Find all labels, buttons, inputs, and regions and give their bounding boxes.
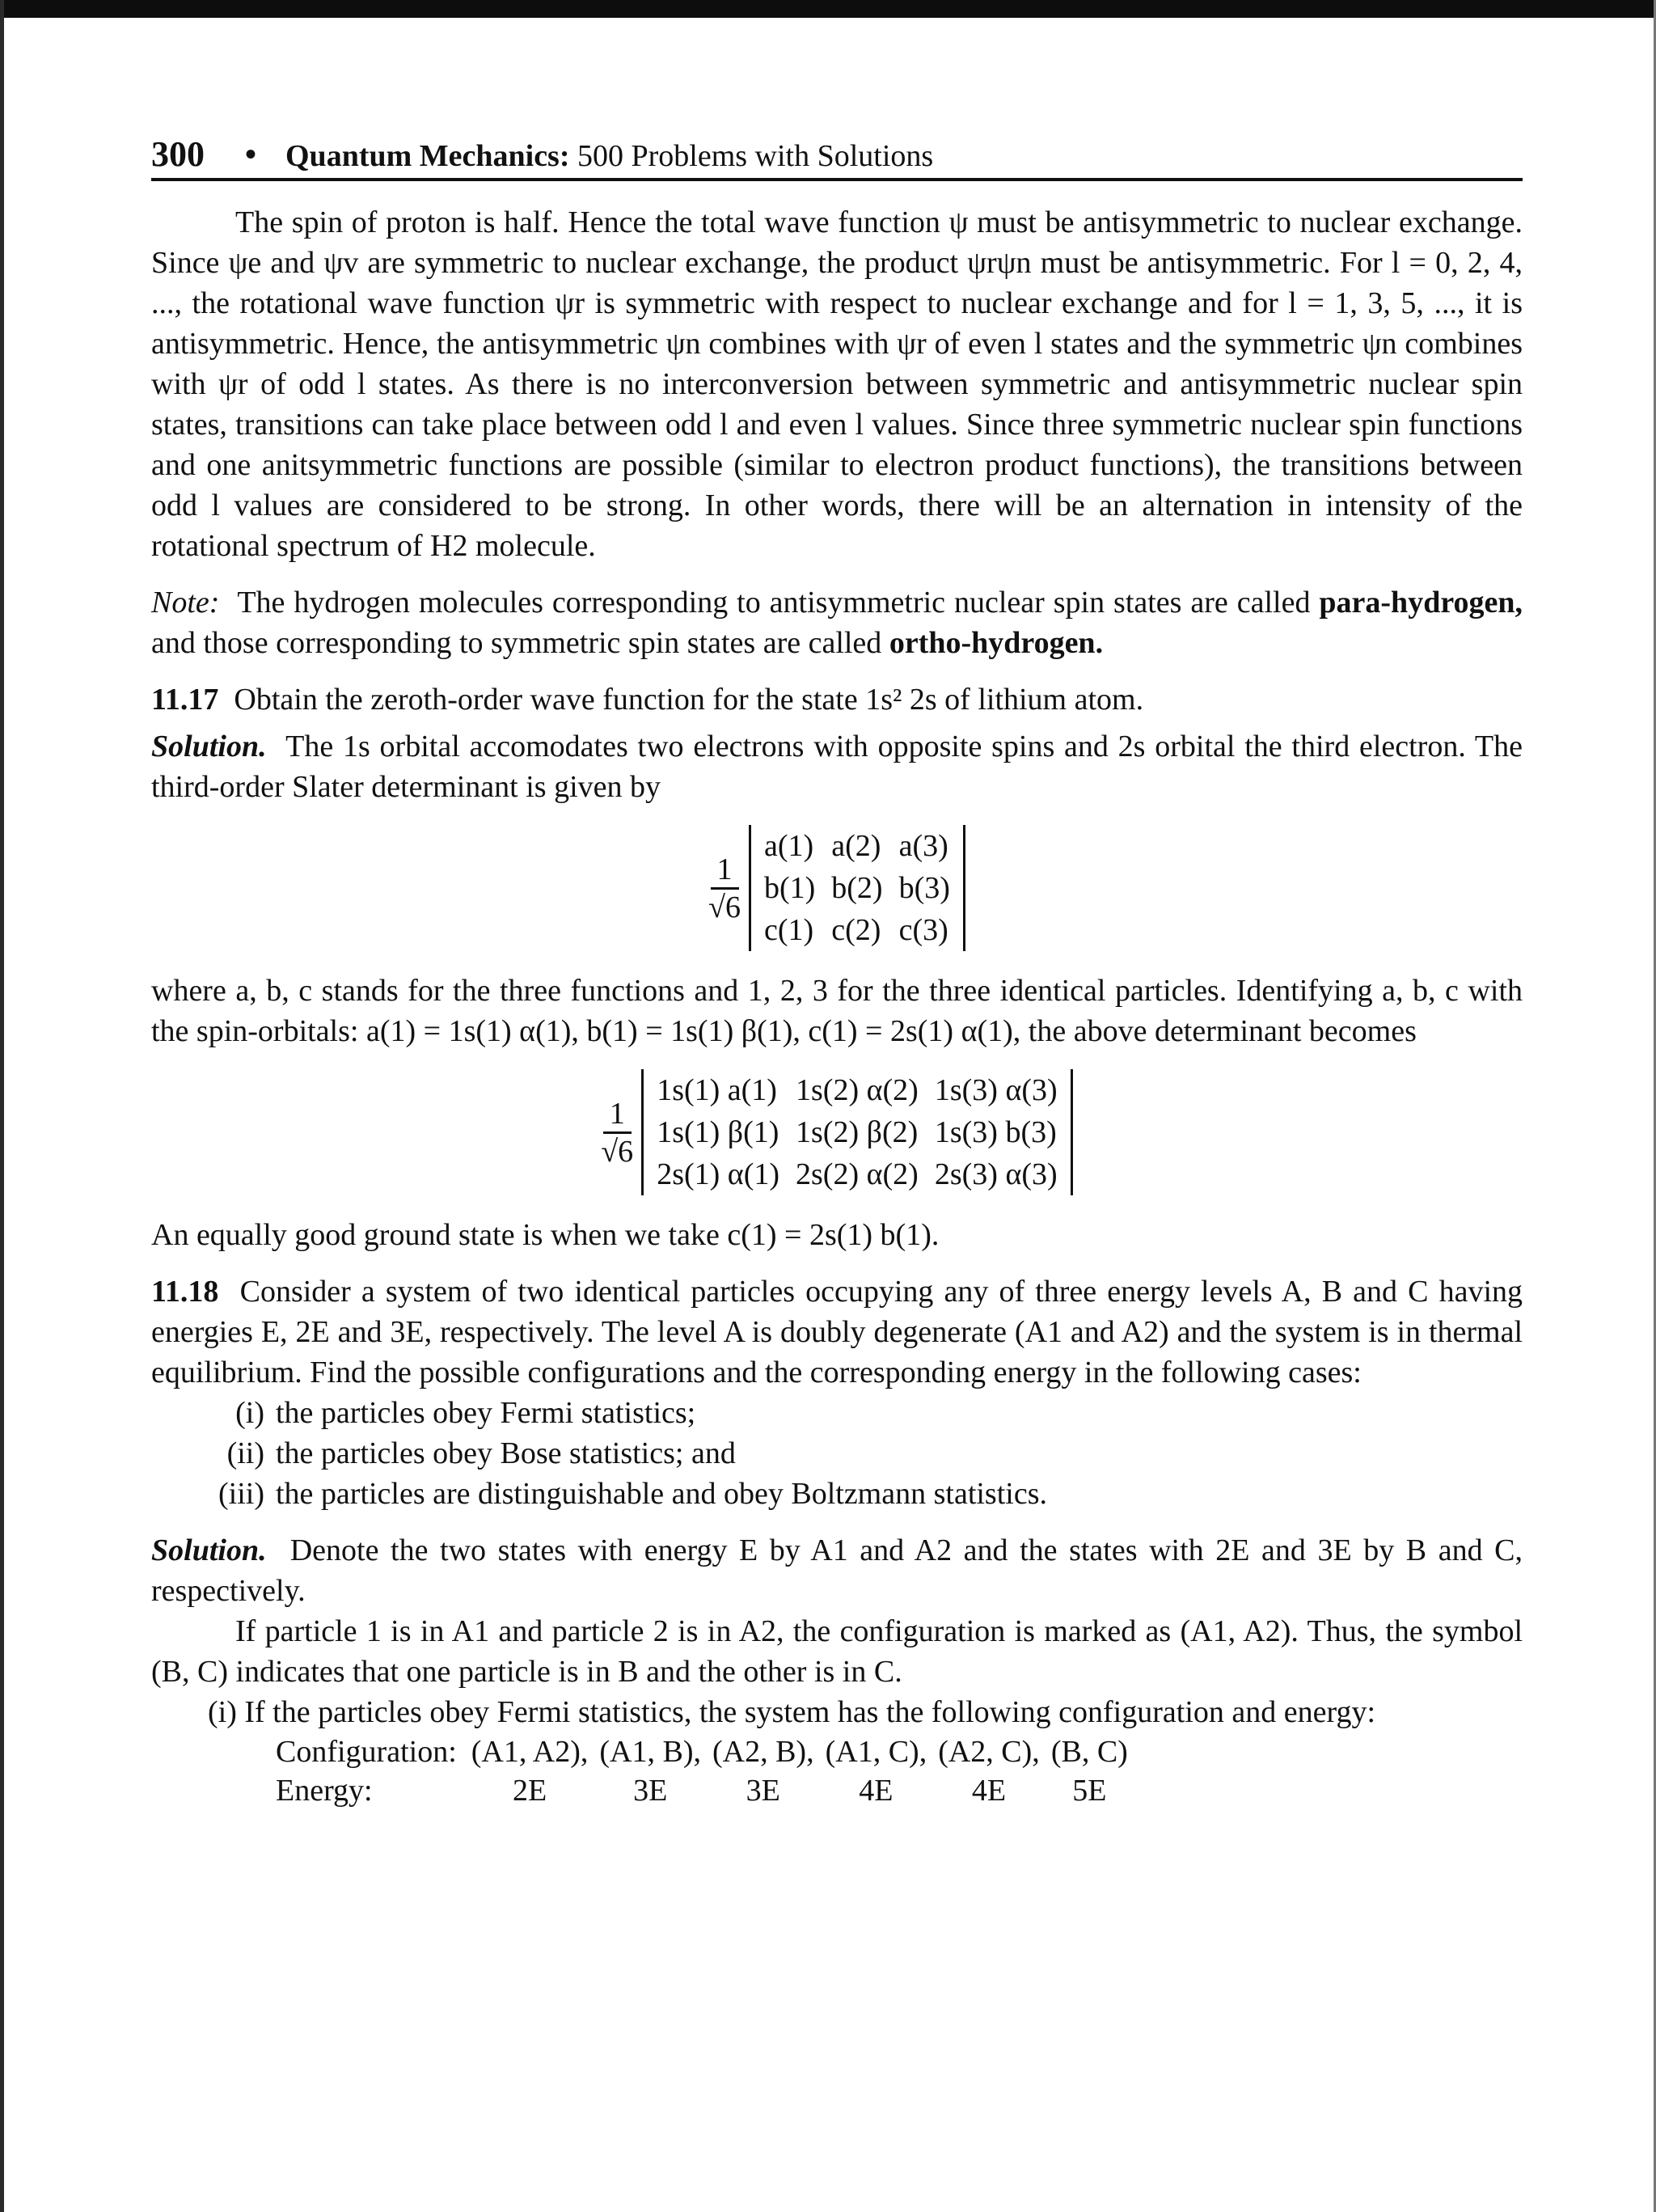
determinant-matrix	[641, 1069, 1072, 1195]
table-row	[276, 1771, 1139, 1810]
table-cell: (A2, B),	[712, 1735, 814, 1769]
page-number: 300	[151, 134, 205, 174]
running-header	[151, 121, 1523, 181]
fermi-paragraph: (i) If the particles obey Fermi statistics, the system has the following configuration and energy:	[208, 1695, 1375, 1729]
solution-label: Solution.	[151, 1533, 267, 1567]
scan-border-top	[0, 0, 1656, 18]
solution-text: Denote the two states with energy E by A1 and A2 and the states with 2E and 3E by B and C, respectively.	[151, 1533, 1523, 1608]
configuration-energy-table	[276, 1732, 1139, 1810]
list-number: (iii)	[218, 1477, 264, 1511]
table-cell: 4E	[971, 1774, 1007, 1808]
list-item	[208, 1433, 1523, 1474]
table-row	[276, 1732, 1139, 1771]
normalization-fraction	[708, 852, 741, 925]
determinant-matrix	[749, 825, 965, 951]
note-text-1: The hydrogen molecules corresponding to antisymmetric nuclear spin states are called	[237, 586, 1311, 620]
fraction-denominator: √6	[601, 1134, 634, 1169]
det-cell: 1s(2) β(2)	[796, 1115, 919, 1149]
det-cell: b(2)	[831, 871, 883, 905]
book-title-rest: 500 Problems with Solutions	[577, 139, 934, 173]
det-cell: c(2)	[831, 913, 881, 947]
table-cell: 4E	[859, 1774, 893, 1808]
table-cell: 5E	[1072, 1774, 1107, 1808]
book-title	[285, 136, 933, 176]
table-cell: (A1, C),	[825, 1735, 927, 1769]
list-text: the particles are distinguishable and obey Boltzmann statistics.	[276, 1477, 1047, 1511]
row-label: Energy:	[276, 1774, 373, 1808]
scan-border-left	[0, 0, 4, 2212]
det-cell: 1s(3) α(3)	[934, 1073, 1058, 1107]
spin-orbital-paragraph: where a, b, c stands for the three functions and 1, 2, 3 for the three identical particles. Identifying a, b, c with the spin-orbitals: a(1) = 1s(1) α(1), b(1) = 1s(1) β(1), c(1) = 2s(1) α(1), the above determinant becomes	[151, 974, 1523, 1048]
slater-determinant-generic	[151, 825, 1523, 951]
list-text: the particles obey Bose statistics; and	[276, 1436, 736, 1470]
note-label: Note:	[151, 586, 220, 620]
fraction-denominator: √6	[708, 890, 741, 924]
fraction-numerator: 1	[603, 1096, 632, 1134]
solution-11-18	[151, 1530, 1523, 1611]
table-cell: (A1, B),	[599, 1735, 701, 1769]
det-cell: 2s(1) α(1)	[657, 1157, 780, 1191]
solution-text: The 1s orbital accomodates two electrons with opposite spins and 2s orbital the third electron. The third-order Slater determinant is given by	[151, 730, 1523, 804]
book-title-bold: Quantum Mechanics:	[285, 139, 570, 173]
para-hydrogen-term: para-hydrogen,	[1319, 586, 1523, 620]
problem-text: Obtain the zeroth-order wave function for the state 1s² 2s of lithium atom.	[234, 683, 1144, 717]
table-cell: (A2, C),	[938, 1735, 1040, 1769]
det-cell: a(1)	[763, 829, 814, 863]
det-cell: a(3)	[898, 829, 948, 863]
det-cell: 2s(3) α(3)	[934, 1157, 1058, 1191]
ortho-hydrogen-term: ortho-hydrogen.	[889, 626, 1104, 660]
list-item	[208, 1474, 1523, 1514]
det-cell: 1s(1) β(1)	[657, 1115, 779, 1149]
ground-state-note: An equally good ground state is when we take c(1) = 2s(1) b(1).	[151, 1218, 940, 1252]
problem-number: 11.17	[151, 683, 219, 717]
configuration-paragraph: If particle 1 is in A1 and particle 2 is in A2, the configuration is marked as (A1, A2). Thus, the symbol (B, C) indicates that one particle is in B and the other is in C.	[151, 1614, 1523, 1689]
normalization-fraction	[601, 1096, 633, 1169]
problem-11-17-statement	[151, 679, 1523, 720]
solution-label: Solution.	[151, 730, 267, 763]
table-cell: 3E	[746, 1774, 780, 1808]
note-text-2: and those corresponding to symmetric spin states are called	[151, 626, 882, 660]
list-number: (ii)	[226, 1436, 264, 1470]
problem-number: 11.18	[151, 1275, 219, 1309]
det-cell: 1s(1) a(1)	[657, 1073, 777, 1107]
det-cell: b(1)	[763, 871, 816, 905]
det-cell: 1s(2) α(2)	[796, 1073, 919, 1107]
list-text: the particles obey Fermi statistics;	[276, 1396, 696, 1430]
problem-11-18-statement	[151, 1271, 1523, 1393]
det-cell: a(2)	[831, 829, 881, 863]
det-cell: 1s(3) b(3)	[934, 1115, 1057, 1149]
problem-text: Consider a system of two identical particles occupying any of three energy levels A, B and C having energies E, 2E and 3E, respectively. The level A is doubly degenerate (A1 and A2) and the system is in thermal equilibrium. Find the possible configurations and the corresponding energy in the following cases:	[151, 1275, 1523, 1389]
table-cell: 3E	[633, 1774, 668, 1808]
header-bullet: •	[245, 136, 257, 172]
table-cell: (A1, A2),	[471, 1735, 589, 1769]
list-number: (i)	[235, 1396, 264, 1430]
solution-11-17	[151, 726, 1523, 807]
fraction-numerator: 1	[711, 852, 739, 890]
spin-paragraph: The spin of proton is half. Hence the total wave function ψ must be antisymmetric to nuclear exchange. Since ψe and ψv are symmetric to nuclear exchange, the product ψrψn must be antisymmetric. For l = 0, 2, 4, ..., the rotational wave function ψr is symmetric with respect to nuclear exchange and for l = 1, 3, 5, ..., it is antisymmetric. Hence, the antisymmetric ψn combines with ψr of even l states and the symmetric ψn combines with ψr of odd l states. As there is no interconversion between symmetric and antisymmetric nuclear spin states, transitions can take place between odd l and even l values. Since three symmetric nuclear spin functions and one anitsymmetric functions are possible (similar to electron product functions), the transitions between odd l values are considered to be strong. In other words, there will be an alternation in intensity of the rotational spectrum of H2 molecule.	[151, 205, 1523, 563]
table-cell: 2E	[512, 1774, 547, 1808]
det-cell: c(1)	[763, 913, 814, 947]
row-label: Configuration:	[276, 1735, 457, 1769]
book-page	[151, 121, 1523, 1810]
note-paragraph	[151, 582, 1523, 663]
table-cell: (B, C)	[1050, 1735, 1128, 1769]
case-list	[208, 1393, 1523, 1514]
slater-determinant-spin-orbitals	[151, 1069, 1523, 1195]
det-cell: c(3)	[898, 913, 948, 947]
det-cell: b(3)	[898, 871, 950, 905]
list-item	[208, 1393, 1523, 1433]
det-cell: 2s(2) α(2)	[796, 1157, 919, 1191]
